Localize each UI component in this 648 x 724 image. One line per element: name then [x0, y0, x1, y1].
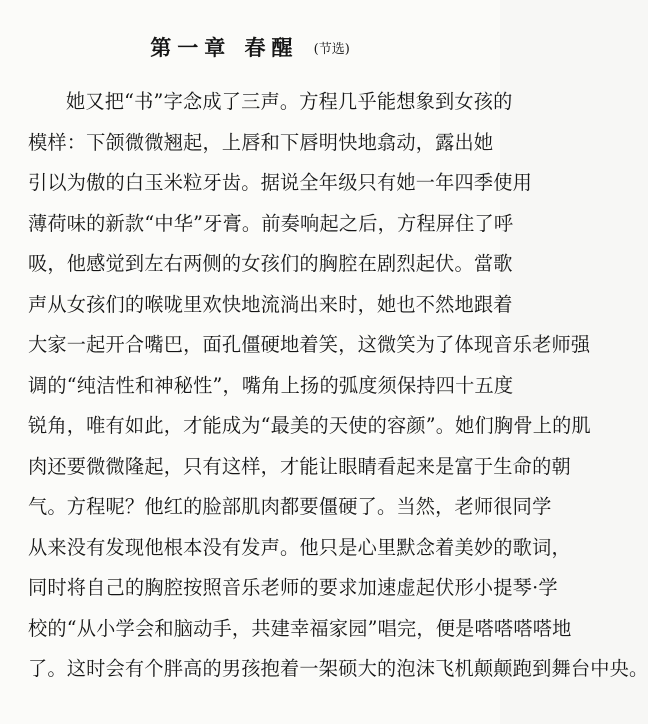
text-line: 她又把“书”字念成了三声。方程几乎能想象到女孩的 — [66, 90, 513, 113]
text-line: 引以为傲的白玉米粒牙齿。据说全年级只有她一年四季使用 — [28, 171, 533, 194]
text-line: 吸，他感觉到左右两侧的女孩们的胸腔在剧烈起伏。當歌 — [28, 252, 513, 275]
text-line: 薄荷味的新款“中华”牙膏。前奏响起之后，方程屏住了呼 — [28, 211, 514, 235]
text-line: 锐角，唯有如此，才能成为“最美的天使的容颜”。她们胸骨上的肌 — [28, 414, 591, 437]
text-line: 调的“纯洁性和神秘性”，嘴角上扬的弧度须保持四十五度 — [28, 373, 514, 397]
handwritten-body — [28, 82, 648, 690]
text-line: 从来没有发现他根本没有发声。他只是心里默念着美妙的歌词， — [28, 535, 571, 559]
title-row — [0, 32, 500, 72]
text-line: 校的“从小学会和脑动手，共建幸福家园”唱完，便是嗒嗒嗒嗒地 — [28, 616, 572, 640]
title-note: (节选) — [313, 41, 350, 57]
text-line: 大家一起开合嘴巴，面孔僵硬地着笑，这微笑为了体现音乐老师强 — [28, 333, 591, 356]
text-line: 声从女孩们的喉咙里欢快地流淌出来时，她也不然地跟着 — [28, 292, 513, 316]
text-line: 肉还要微微隆起，只有这样，才能让眼睛看起来是富于生命的朝 — [28, 454, 571, 478]
chapter-title: 第一章 春醒 — [150, 35, 299, 60]
text-line: 模样：下颌微微翘起，上唇和下唇明快地翕动，露出她 — [28, 130, 494, 154]
text-line: 气。方程呢？他红的脸部肌肉都要僵硬了。当然，老师很同学 — [28, 495, 552, 518]
text-line: 了。这时会有个胖高的男孩抱着一架硕大的泡沫飞机颠颠跑到舞台中央。 — [28, 657, 648, 680]
text-line: 同时将自己的胸腔按照音乐老师的要求加速虚起伏形小提琴·学 — [28, 576, 558, 599]
